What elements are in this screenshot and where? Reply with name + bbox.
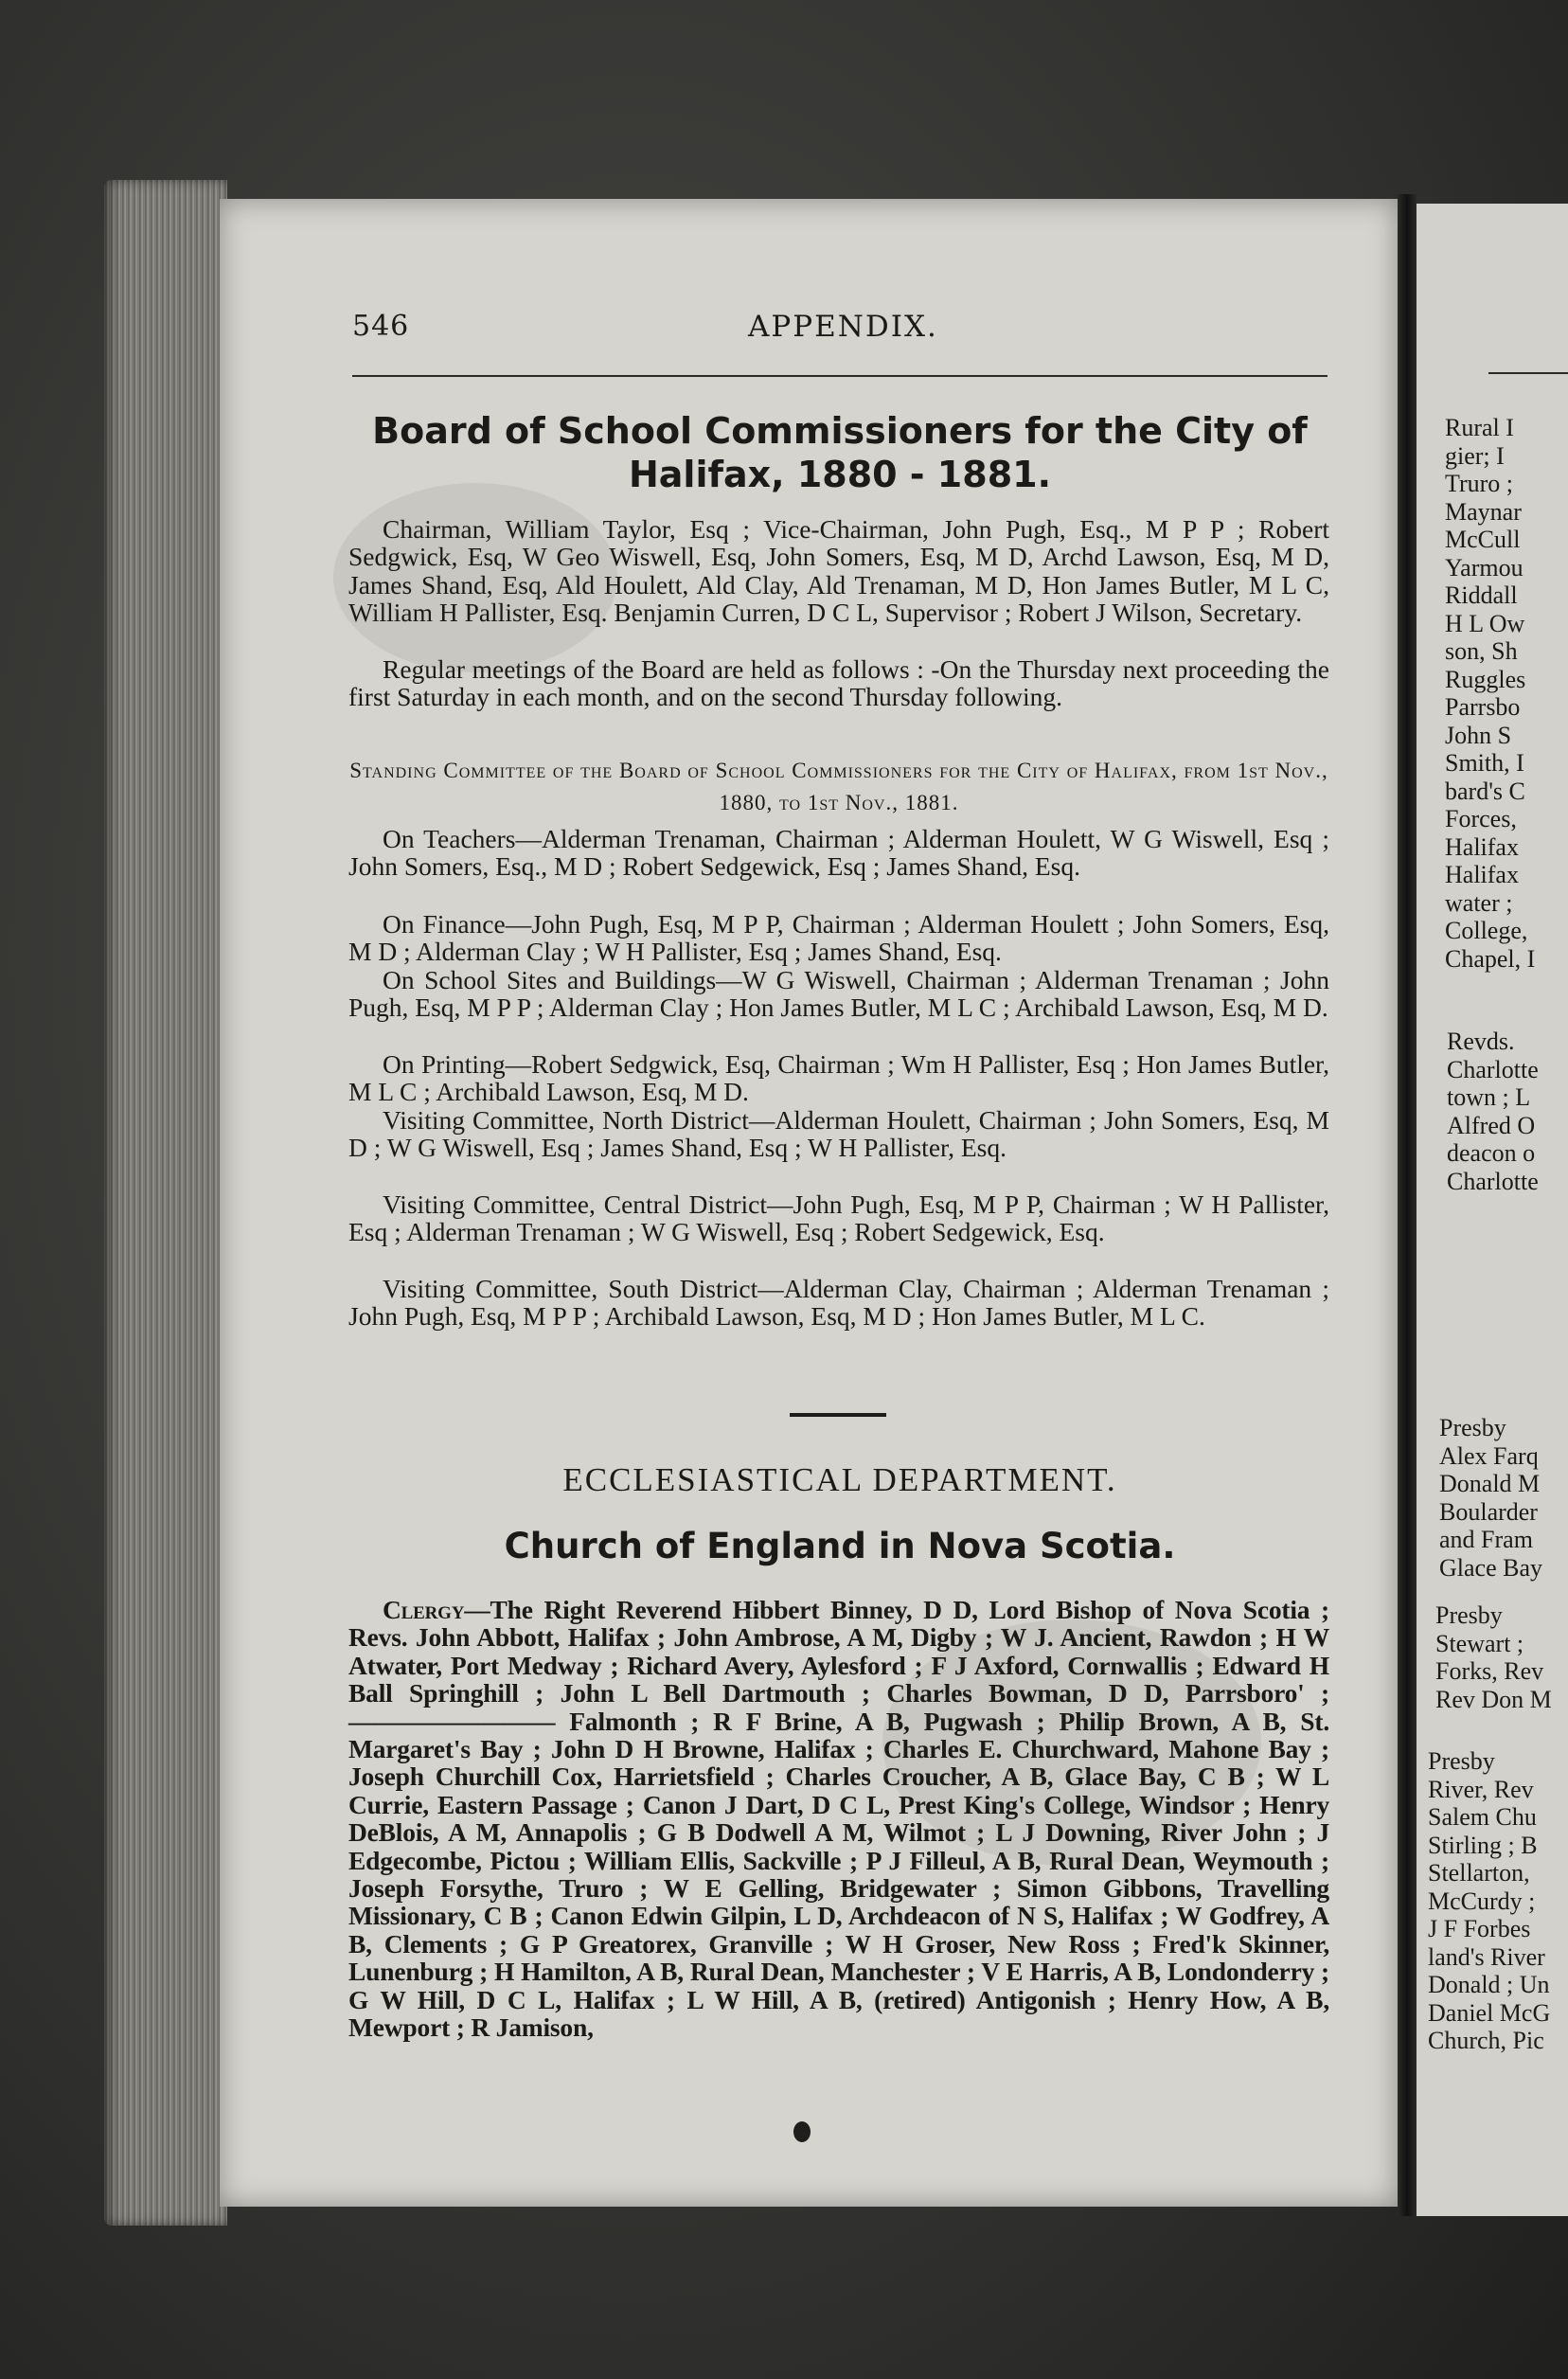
central-district-committee: Visiting Committee, Central District—John Pugh, Esq, M P P, Chairman ; W H Pallister, Esq ; Alderman Trenaman ; W G Wiswell, Esq ; Robert Sedgewick, Esq. bbox=[348, 1190, 1329, 1247]
right-page-fragment bbox=[1417, 204, 1568, 2216]
adjacent-text-line: College, bbox=[1445, 917, 1528, 944]
adjacent-text-line: Revds. bbox=[1447, 1028, 1515, 1055]
adjacent-text-line: land's River bbox=[1428, 1942, 1545, 1971]
clergy-list: —The Right Reverend Hibbert Binney, D D, Lord Bishop of Nova Scotia ; Revs. John Abbott, Halifax ; John Ambrose, A M, Digby ; W J. Ancient, Rawdon ; H W Atwater, Port Medway ; Richard Avery, Aylesford ; F J Axford, Cornwallis ; Edward H Ball Springhill ; John L Bell Dartmouth ; Charles Bowman, D D, Parrsboro' ; ———————— Falmonth ; R F Brine, A B, Pugwash ; Philip Brown, A B, St. Margaret's Bay ; John D H Browne, Halifax ; Charles E. Churchward, Mahone Bay ; Joseph Churchill Cox, Harrietsfield ; Charles Croucher, A B, Glace Bay, C B ; W L Currie, Eastern Passage ; Canon J Dart, D C L, Prest King's College, Windsor ; Henry DeBlois, A M, Annapolis ; G B Dodwell A M, Wilmot ; L J Downing, River John ; J Edgecombe, Pictou ; William Ellis, Sackville ; P J Filleul, A B, Rural Dean, Weymouth ; Joseph Forsythe, Truro ; W E Gelling, Bridgewater ; Simon Gibbons, Travelling Missionary, C B ; Canon Edwin Gilpin, L D, Archdeacon of N S, Halifax ; W Godfrey, A B, Clements ; G P Greatorex, Granville ; W H Groser, New Ross ; Fred'k Skinner, Lunenburg ; H Hamilton, A B, Rural Dean, Manchester ; V E Harris, A B, Londonderry ; G W Hill, D C L, Halifax ; L W Hill, A B, (retired) Antigonish ; Henry How, A B, Mewport ; R Jamison, bbox=[348, 1595, 1329, 2043]
adjacent-text-line: Yarmou bbox=[1445, 553, 1523, 581]
adjacent-text-line: Charlotte bbox=[1447, 1167, 1539, 1195]
adjacent-text-line: town ; L bbox=[1447, 1083, 1531, 1111]
teachers-committee: On Teachers—Alderman Trenaman, Chairman ; Alderman Houlett, W G Wiswell, Esq ; John Somers, Esq., M D ; Robert Sedgewick, Esq ; James Shand, Esq. bbox=[348, 824, 1329, 882]
adjacent-text-block-5 bbox=[1428, 1747, 1550, 2055]
adjacent-text-line: Daniel McG bbox=[1428, 1998, 1551, 2027]
adjacent-text-line: and Fram bbox=[1439, 1526, 1533, 1553]
adjacent-text-line: son, Sh bbox=[1445, 637, 1518, 665]
adjacent-text-line: Riddall bbox=[1445, 581, 1518, 609]
adjacent-text-line: Salem Chu bbox=[1428, 1803, 1537, 1831]
board-title-line-2: Halifax, 1880 - 1881. bbox=[628, 454, 1052, 495]
adjacent-text-line: Presby bbox=[1435, 1601, 1503, 1629]
ink-dot bbox=[793, 2121, 811, 2142]
right-head-rule bbox=[1488, 372, 1568, 374]
header-rule bbox=[352, 375, 1327, 377]
running-head: APPENDIX. bbox=[748, 310, 938, 344]
adjacent-text-line: water ; bbox=[1445, 888, 1513, 917]
adjacent-text-line: Charlotte bbox=[1447, 1055, 1539, 1083]
adjacent-text-line: Donald ; Un bbox=[1428, 1971, 1550, 1998]
north-district-committee: Visiting Committee, North District—Alderman Houlett, Chairman ; John Somers, Esq, M D ; W G Wiswell, Esq ; James Shand, Esq ; W H Pallister, Esq. bbox=[348, 1105, 1329, 1163]
finance-committee: On Finance—John Pugh, Esq, M P P, Chairman ; Alderman Houlett ; John Somers, Esq, M D ; Alderman Clay ; W H Pallister, Esq ; James Shand, Esq. bbox=[348, 909, 1329, 967]
adjacent-text-line: deacon o bbox=[1447, 1139, 1536, 1167]
adjacent-text-line: Parrsbo bbox=[1445, 693, 1521, 721]
adjacent-text-line: J F Forbes bbox=[1428, 1915, 1531, 1942]
adjacent-text-line: Maynar bbox=[1445, 497, 1522, 526]
adjacent-text-line: Stellarton, bbox=[1428, 1859, 1530, 1887]
adjacent-text-line: Glace Bay bbox=[1439, 1553, 1543, 1582]
board-title-line-1: Board of School Commissioners for the City of bbox=[372, 410, 1308, 452]
printing-committee: On Printing—Robert Sedgwick, Esq, Chairman ; Wm H Pallister, Esq ; Hon James Butler, M L C ; Archibald Lawson, Esq, M D. bbox=[348, 1049, 1329, 1107]
adjacent-text-line: bard's C bbox=[1445, 777, 1525, 805]
adjacent-text-line: Stirling ; B bbox=[1428, 1831, 1538, 1859]
adjacent-text-line: Smith, I bbox=[1445, 749, 1524, 777]
adjacent-text-block-4 bbox=[1435, 1601, 1552, 1713]
adjacent-text-line: Forks, Rev bbox=[1435, 1657, 1544, 1685]
clergy-paragraph bbox=[348, 1596, 1329, 2042]
adjacent-text-line: Halifax bbox=[1445, 861, 1519, 888]
adjacent-text-line: Donald M bbox=[1439, 1470, 1541, 1497]
board-members-paragraph: Chairman, William Taylor, Esq ; Vice-Chairman, John Pugh, Esq., M P P ; Robert Sedgwick, Esq, W Geo Wiswell, Esq, John Somers, Esq, M D, Archd Lawson, Esq, M D, James Shand, Esq, Ald Houlett, Ald Clay, Ald Trenaman, M D, Hon James Butler, M L C, William H Pallister, Esq. Benjamin Curren, D C L, Supervisor ; Robert J Wilson, Secretary. bbox=[348, 514, 1329, 628]
section-divider bbox=[790, 1413, 886, 1417]
book-gutter bbox=[1398, 194, 1417, 2216]
adjacent-text-line: John S bbox=[1445, 721, 1512, 749]
adjacent-text-line: Rev Don M bbox=[1435, 1685, 1552, 1713]
standing-committee-heading: Standing Committee of the Board of School Commissioners for the City of Halifax, from 1st Nov., 1880, to 1st Nov., 1881. bbox=[349, 759, 1328, 814]
south-district-committee: Visiting Committee, South District—Alderman Clay, Chairman ; Alderman Trenaman ; John Pugh, Esq, M P P ; Archibald Lawson, Esq, M D ; Hon James Butler, M L C. bbox=[348, 1274, 1329, 1332]
adjacent-text-line: Boularder bbox=[1439, 1497, 1538, 1526]
adjacent-text-line: gier; I bbox=[1445, 441, 1505, 470]
board-title bbox=[352, 409, 1327, 496]
adjacent-text-line: Forces, bbox=[1445, 805, 1517, 832]
adjacent-text-line: Church, Pic bbox=[1428, 2027, 1544, 2054]
adjacent-text-line: McCull bbox=[1445, 526, 1521, 553]
adjacent-text-line: River, Rev bbox=[1428, 1775, 1534, 1803]
adjacent-text-line: H L Ow bbox=[1445, 609, 1525, 637]
adjacent-text-block-1 bbox=[1445, 414, 1535, 973]
adjacent-text-line: Presby bbox=[1439, 1414, 1506, 1441]
adjacent-text-line: Presby bbox=[1428, 1747, 1495, 1775]
clergy-label: Clergy bbox=[383, 1595, 465, 1624]
book-page-edges bbox=[104, 180, 227, 2226]
adjacent-text-block-3 bbox=[1439, 1414, 1542, 1582]
adjacent-text-line: Alex Farq bbox=[1439, 1441, 1539, 1470]
ecclesiastical-department-title: ECCLESIASTICAL DEPARTMENT. bbox=[562, 1461, 1117, 1498]
page-number: 546 bbox=[352, 310, 410, 343]
adjacent-text-block-2 bbox=[1447, 1028, 1539, 1195]
adjacent-text-line: Stewart ; bbox=[1435, 1629, 1524, 1657]
adjacent-text-line: Ruggles bbox=[1445, 665, 1526, 693]
adjacent-text-line: Halifax bbox=[1445, 832, 1519, 861]
adjacent-text-line: Rural I bbox=[1445, 414, 1514, 441]
church-of-england-title: Church of England in Nova Scotia. bbox=[504, 1526, 1176, 1566]
school-sites-committee: On School Sites and Buildings—W G Wiswell, Chairman ; Alderman Trenaman ; John Pugh, Esq, M P P ; Alderman Clay ; Hon James Butler, M L C ; Archibald Lawson, Esq, M D. bbox=[348, 965, 1329, 1023]
adjacent-text-line: Truro ; bbox=[1445, 470, 1514, 497]
adjacent-text-line: McCurdy ; bbox=[1428, 1887, 1536, 1915]
adjacent-text-line: Chapel, I bbox=[1445, 944, 1536, 973]
meetings-paragraph: Regular meetings of the Board are held as follows : -On the Thursday next proceeding the first Saturday in each month, and on the second Thursday following. bbox=[348, 654, 1329, 712]
adjacent-text-line: Alfred O bbox=[1447, 1111, 1536, 1139]
